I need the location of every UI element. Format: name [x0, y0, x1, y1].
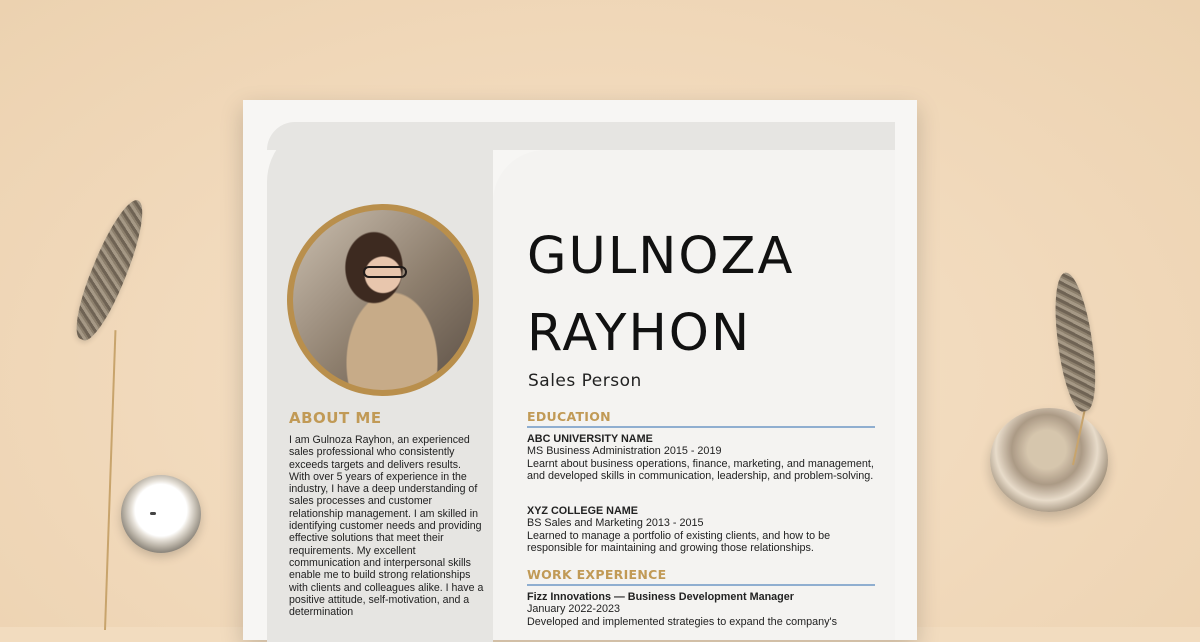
- resume-page: [243, 100, 917, 640]
- about-me-text: I am Gulnoza Rayhon, an experienced sales professional who consistently exceeds targets and delivers results. With over 5 years of experience in the industry, I have a deep understanding of sales processes and customer relationship management. I am skilled in identifying customer needs and providing effective solutions that meet their requirements. My excellent communication and interpersonal skills enable me to build strong relationships with clients and colleagues alike. I have a positive attitude, self-motivation, and a determination: [289, 434, 484, 619]
- education-degree: MS Business Administration 2015 - 2019: [527, 445, 722, 458]
- experience-dates: January 2022-2023: [527, 603, 621, 616]
- education-description: Learned to manage a portfolio of existing clients, and how to be responsible for maintaining and growing those relationships.: [527, 529, 831, 554]
- last-name: RAYHON: [527, 304, 752, 363]
- experience-entry: [527, 591, 877, 628]
- education-degree: BS Sales and Marketing 2013 - 2015: [527, 517, 704, 530]
- education-heading: EDUCATION: [527, 409, 875, 428]
- education-school: XYZ COLLEGE NAME: [527, 505, 638, 517]
- glass-vase-icon: [990, 408, 1108, 512]
- glasses-icon: [363, 266, 407, 278]
- experience-role: Fizz Innovations — Business Development Manager: [527, 591, 794, 603]
- education-entry: [527, 505, 877, 554]
- experience-description: Developed and implemented strategies to expand the company's: [527, 615, 837, 628]
- education-description: Learnt about business operations, finance, marketing, and management, and developed skills in communication, leadership, and problem-solving.: [527, 457, 874, 482]
- work-experience-heading: WORK EXPERIENCE: [527, 567, 875, 586]
- candidate-name: [527, 218, 867, 372]
- candle-wick: [150, 512, 156, 515]
- profile-photo: [293, 210, 473, 390]
- profile-photo-frame: [287, 204, 479, 396]
- about-me-heading: ABOUT ME: [289, 409, 382, 427]
- first-name: GULNOZA: [527, 227, 795, 286]
- candle-icon: [121, 475, 201, 553]
- job-title: Sales Person: [528, 371, 642, 391]
- education-entry: [527, 433, 877, 482]
- education-school: ABC UNIVERSITY NAME: [527, 433, 653, 445]
